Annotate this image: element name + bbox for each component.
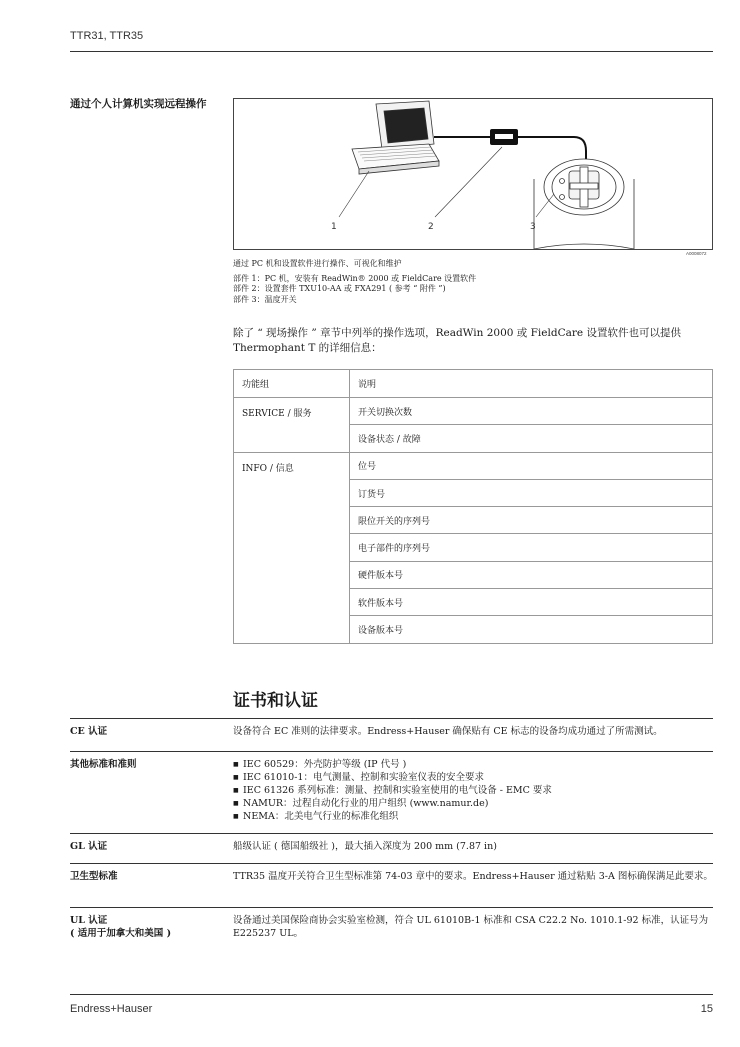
table-header-row: [234, 370, 713, 398]
figure-label-3: 3: [530, 222, 536, 232]
table-cell: 软件版本号: [350, 589, 713, 616]
cert-label: CE 认证: [70, 726, 108, 737]
list-item: ■ NEMA：北美电气行业的标准化组织: [233, 810, 713, 823]
temperature-switch-illustration: [534, 159, 634, 249]
group-service: SERVICE / 服务: [234, 398, 350, 453]
cert-label-sub: ( 适用于加拿大和美国 ): [70, 928, 172, 939]
list-item: ■ IEC 60529：外壳防护等级 (IP 代号 ): [233, 758, 713, 771]
setup-illustration: [234, 99, 712, 249]
figure-label-2: 2: [428, 222, 434, 232]
cert-desc: TTR35 温度开关符合卫生型标准第 74-03 章中的要求。Endress+Hauser 通过粘贴 3-A 图标确保满足此要求。: [233, 871, 713, 882]
group-info: INFO / 信息: [234, 452, 350, 643]
certificates-title: 证书和认证: [233, 691, 318, 711]
list-item: ■ NAMUR：过程自动化行业的用户组织 (www.namur.de): [233, 797, 713, 810]
cert-label: 其他标准和准则: [70, 759, 137, 770]
intro-paragraph: 除了 “ 现场操作 ” 章节中列举的操作选项，ReadWin 2000 或 FieldCare 设置软件也可以提供 Thermophant T 的详细信息：: [233, 327, 681, 354]
cert-row-gl: [70, 833, 713, 863]
table-cell: 位号: [350, 452, 713, 479]
table-cell: 设备版本号: [350, 616, 713, 643]
page-number: 15: [700, 1003, 713, 1015]
caption-part-2: 部件 2：设置套件 TXU10-AA 或 FXA291 ( 参考 “ 附件 ”): [233, 284, 446, 293]
cert-desc: [233, 758, 713, 823]
table-cell: 限位开关的序列号: [350, 507, 713, 534]
remote-operation-figure: [233, 98, 713, 250]
cert-row-ce: [70, 718, 713, 751]
function-table: [233, 369, 713, 644]
cert-row-hygiene: [70, 863, 713, 907]
figure-caption: [233, 259, 476, 305]
cert-label-main: UL 认证: [70, 915, 108, 926]
page-header: [70, 30, 713, 52]
cert-desc: 船级认证 ( 德国船级社 )，最大插入深度为 200 mm (7.87 in): [233, 841, 497, 852]
footer-brand: Endress+Hauser: [70, 1003, 153, 1015]
cert-desc: 设备符合 EC 准则的法律要求。Endress+Hauser 确保贴有 CE 标志的设备均成功通过了所需测试。: [233, 726, 663, 737]
header-title: TTR31, TTR35: [70, 30, 144, 42]
cert-label: 卫生型标准: [70, 871, 118, 882]
caption-line: 通过 PC 机和设置软件进行操作、可视化和维护: [233, 259, 402, 268]
cert-row-standards: [70, 751, 713, 833]
list-item: ■ IEC 61010-1：电气测量、控制和实验室仪表的安全要求: [233, 771, 713, 784]
table-cell: 电子部件的序列号: [350, 534, 713, 561]
table-header-group: 功能组: [234, 370, 350, 398]
remote-operation-title: 通过个人计算机实现远程操作: [70, 98, 207, 110]
table-cell: 开关切换次数: [350, 398, 713, 425]
standards-list: [233, 758, 713, 823]
table-cell: 硬件版本号: [350, 561, 713, 588]
laptop-illustration: [352, 101, 439, 174]
list-item: ■ IEC 61326 系列标准：测量、控制和实验室使用的电气设备 - EMC 要求: [233, 784, 713, 797]
page-footer: [70, 994, 713, 1015]
cert-row-ul: [70, 907, 713, 957]
table-row: [234, 452, 713, 479]
table-cell: 设备状态 / 故障: [350, 425, 713, 452]
cert-desc: 设备通过美国保险商协会实验室检测，符合 UL 61010B-1 标准和 CSA C22.2 No. 1010.1-92 标准，认证号为 E225237 UL。: [233, 915, 709, 939]
caption-part-3: 部件 3：温度开关: [233, 294, 297, 304]
cert-label: [70, 914, 171, 940]
table-header-desc: 说明: [350, 370, 713, 398]
caption-part-1: 部件 1：PC 机，安装有 ReadWin® 2000 或 FieldCare 设置软件: [233, 273, 477, 283]
table-row: [234, 398, 713, 425]
figure-label-1: 1: [331, 222, 337, 232]
table-cell: 订货号: [350, 479, 713, 506]
cert-label: GL 认证: [70, 841, 108, 852]
figure-code: A0008072: [686, 251, 707, 256]
